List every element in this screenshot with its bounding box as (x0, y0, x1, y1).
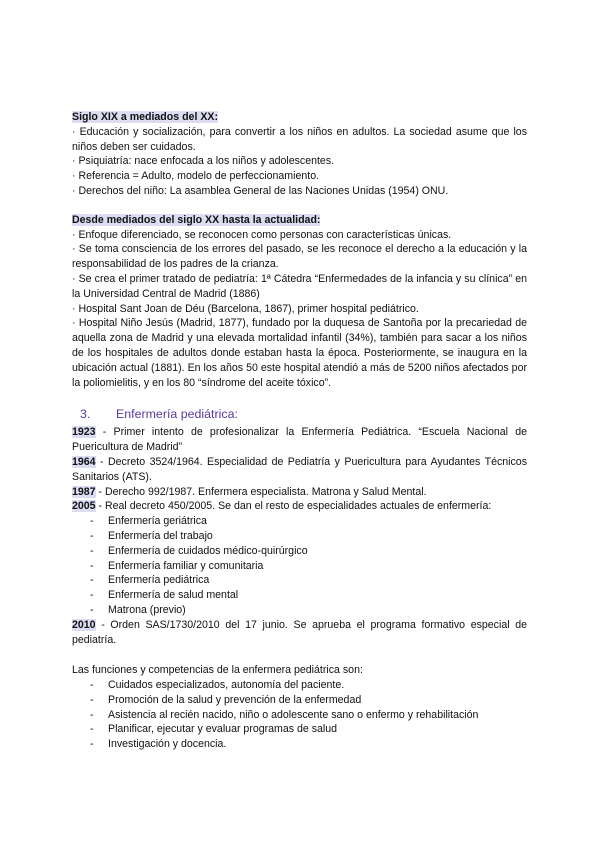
list-item (72, 588, 527, 603)
list-item (72, 693, 527, 708)
functions-list (72, 678, 527, 752)
list-item-text: Cuidados especializados, autonomía del paciente. (108, 679, 345, 692)
list-item-text: Enfermería pediátrica (108, 574, 210, 587)
list-item-text: Promoción de la salud y prevención de la enfermedad (108, 693, 362, 706)
paragraph: · Hospital Sant Joan de Déu (Barcelona, 1867), primer hospital pediátrico. (72, 302, 419, 315)
timeline-entry (72, 455, 527, 485)
list-item-text: Investigación y docencia. (108, 738, 227, 751)
section-heading-siglo-xix (72, 110, 527, 125)
section-heading-enfermeria-pediatrica (72, 406, 527, 422)
timeline-entry (72, 499, 527, 514)
heading-highlight: Siglo XIX a mediados del XX: (72, 111, 218, 123)
year-badge: 1964 (72, 455, 96, 468)
list-item (72, 514, 527, 529)
list-item-text: Matrona (previo) (108, 603, 186, 616)
specialties-list (72, 514, 527, 618)
dash-bullet: - (90, 708, 94, 721)
paragraph: · Derechos del niño: La asamblea General de las Naciones Unidas (1954) ONU. (72, 184, 449, 197)
paragraph: · Referencia = Adulto, modelo de perfeccionamiento. (72, 170, 320, 183)
entry-text: - Derecho 992/1987. Enfermera especialista. Matrona y Salud Mental. (95, 485, 427, 498)
spacer (72, 390, 527, 406)
list-item (72, 603, 527, 618)
functions-intro: Las funciones y competencias de la enfermera pediátrica son: (72, 664, 363, 677)
list-item (72, 708, 527, 723)
list-item-text: Enfermería de salud mental (108, 589, 239, 602)
timeline-entry (72, 618, 527, 648)
year-badge: 2010 (72, 618, 96, 631)
heading-highlight: Desde mediados del siglo XX hasta la actualidad: (72, 213, 321, 226)
list-item (72, 559, 527, 574)
list-item-text: Enfermería de cuidados médico-quirúrgico (108, 544, 308, 557)
list-item (72, 722, 527, 737)
document-content (72, 110, 527, 752)
dash-bullet: - (90, 603, 94, 616)
list-item (72, 544, 527, 559)
dash-bullet: - (90, 559, 94, 572)
timeline-entry (72, 425, 527, 455)
paragraph: · Se toma consciencia de los errores del pasado, se les reconoce el derecho a la educación y la responsabilidad de los padres de la crianza. (72, 243, 527, 271)
dash-bullet: - (90, 738, 94, 751)
heading-title: Enfermería pediátrica: (116, 407, 238, 422)
spacer (72, 199, 527, 213)
paragraph: · Enfoque diferenciado, se reconocen como personas con características únicas. (72, 228, 452, 241)
year-badge: 1923 (72, 426, 96, 439)
heading-number: 3. (80, 407, 91, 422)
dash-bullet: - (90, 589, 94, 602)
paragraph: · Hospital Niño Jesús (Madrid, 1877), fundado por la duquesa de Santoña por la precariedad de aquella zona de Madrid y una elevada mortalidad infantil (34%), también para sacar a los niños de los hospitales de adultos donde estaban hasta la época. Posteriormente, se inaugura en la ubicación actual (1881). En los años 50 este hospital atendió a más de 5200 niños afectados por la poliomielitis, y en los 80 “síndrome del aceite tóxico”. (72, 317, 527, 389)
list-item-text: Asistencia al recién nacido, niño o adolescente sano o enfermo y rehabilitación (108, 708, 479, 721)
entry-text: - Decreto 3524/1964. Especialidad de Pediatría y Puericultura para Ayudantes Técnicos Sanitarios (ATS). (72, 455, 527, 483)
list-item (72, 737, 527, 752)
dash-bullet: - (90, 723, 94, 736)
dash-bullet: - (90, 679, 94, 692)
list-item-text: Enfermería del trabajo (108, 529, 213, 542)
dash-bullet: - (90, 544, 94, 557)
dash-bullet: - (90, 529, 94, 542)
list-item (72, 678, 527, 693)
dash-bullet: - (90, 574, 94, 587)
paragraph: · Educación y socialización, para convertir a los niños en adultos. La sociedad asume que los niños deben ser cuidados. (72, 125, 527, 153)
list-item (72, 529, 527, 544)
paragraph: · Psiquiatría: nace enfocada a los niños y adolescentes. (72, 155, 335, 168)
list-item (72, 573, 527, 588)
paragraph: · Se crea el primer tratado de pediatría: 1ª Cátedra “Enfermedades de la infancia y su clínica” en la Universidad Central de Madrid (1886) (72, 272, 527, 300)
spacer (72, 647, 527, 663)
dash-bullet: - (90, 515, 94, 528)
year-badge: 2005 (72, 500, 96, 513)
entry-text: - Orden SAS/1730/2010 del 17 junio. Se aprueba el programa formativo especial de pediatría. (72, 618, 527, 646)
list-item-text: Enfermería familiar y comunitaria (108, 559, 264, 572)
entry-text: - Primer intento de profesionalizar la Enfermería Pediátrica. “Escuela Nacional de Puericultura de Madrid” (72, 426, 527, 454)
entry-text: - Real decreto 450/2005. Se dan el resto de especialidades actuales de enfermería: (95, 500, 492, 513)
year-badge: 1987 (72, 485, 96, 498)
section-heading-siglo-xx (72, 213, 527, 228)
timeline-entry (72, 485, 527, 500)
list-item-text: Planificar, ejecutar y evaluar programas de salud (108, 723, 338, 736)
dash-bullet: - (90, 693, 94, 706)
list-item-text: Enfermería geriátrica (108, 515, 207, 528)
